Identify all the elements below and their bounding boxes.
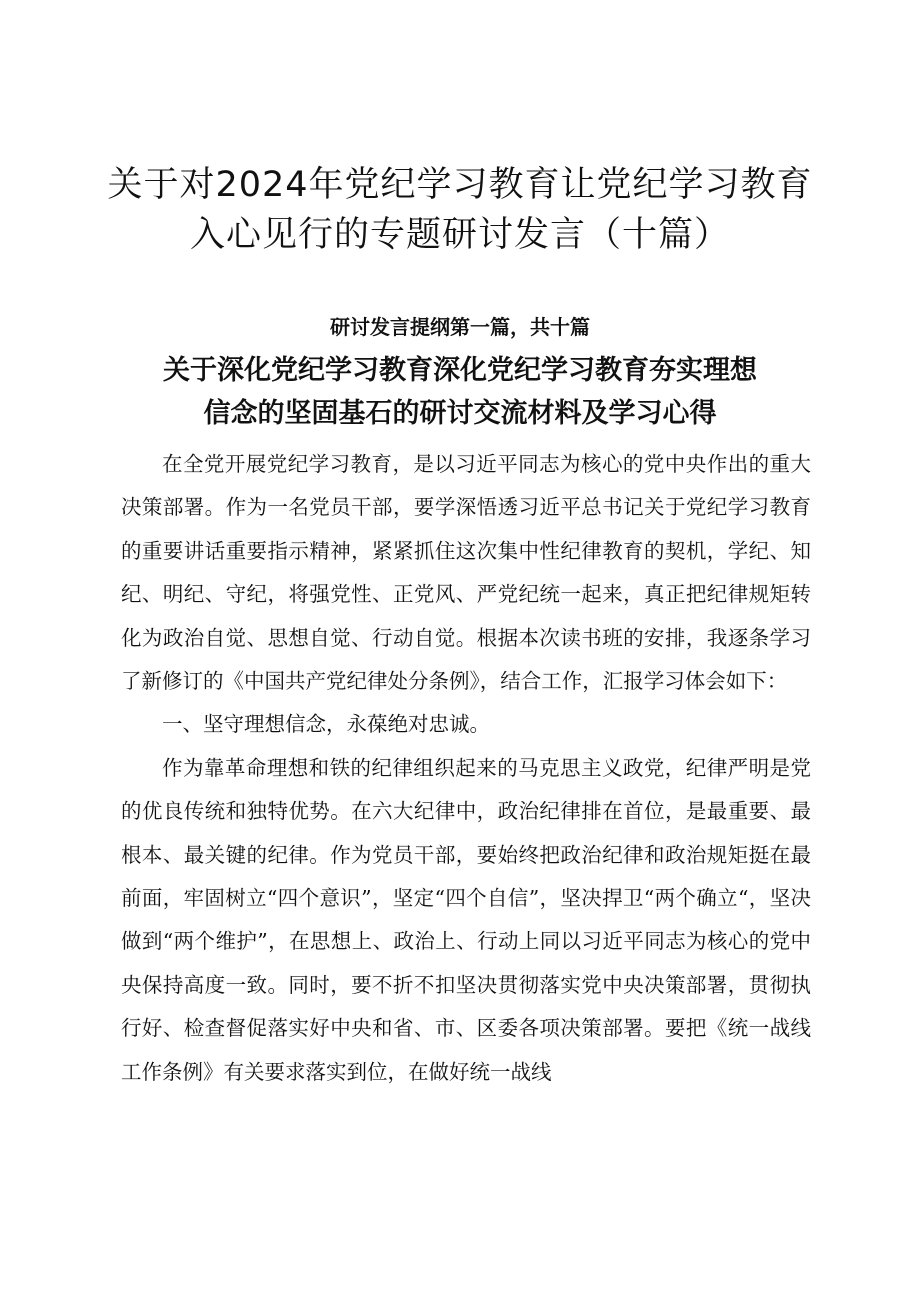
article-title-line-1: 关于深化党纪学习教育深化党纪学习教育夯实理想	[163, 355, 757, 386]
body-text	[121, 443, 811, 1094]
section-heading: 一、坚守理想信念，永葆绝对忠诚。	[162, 712, 490, 737]
paragraph-intro: 在全党开展党纪学习教育，是以习近平同志为核心的党中央作出的重大决策部署。作为一名党员干部，要学深悟透习近平总书记关于党纪学习教育的重要讲话重要指示精神，紧紧抓住这次集中性纪律教育的契机，学纪、知纪、明纪、守纪，将强党性、正党风、严党纪统一起来，真正把纪律规矩转化为政治自觉、思想自觉、行动自觉。根据本次读书班的安排，我逐条学习了新修订的《中国共产党纪律处分条例》，结合工作，汇报学习体会如下：	[121, 452, 811, 694]
main-title-line-2: 入心见行的专题研讨发言（十篇）	[189, 215, 730, 255]
section-subtitle: 研讨发言提纲第一篇，共十篇	[330, 315, 590, 339]
paragraph-section-1: 作为靠革命理想和铁的纪律组织起来的马克思主义政党，纪律严明是党的优良传统和独特优势。在六大纪律中，政治纪律排在首位，是最重要、最根本、最关键的纪律。作为党员干部，要始终把政治纪律和政治规矩挺在最前面，牢固树立“四个意识”，坚定“四个自信”，坚决捍卫“两个确立“，坚决做到“两个维护”，在思想上、政治上、行动上同以习近平同志为核心的党中央保持高度一致。同时，要不折不扣坚决贯彻落实党中央决策部署，贯彻执行好、检查督促落实好中央和省、市、区委各项决策部署。要把《统一战线工作条例》有关要求落实到位，在做好统一战线	[121, 755, 811, 1084]
article-title-line-2: 信念的坚固基石的研讨交流材料及学习心得	[203, 398, 717, 429]
main-title-line-1: 关于对2024年党纪学习教育让党纪学习教育	[107, 165, 813, 205]
